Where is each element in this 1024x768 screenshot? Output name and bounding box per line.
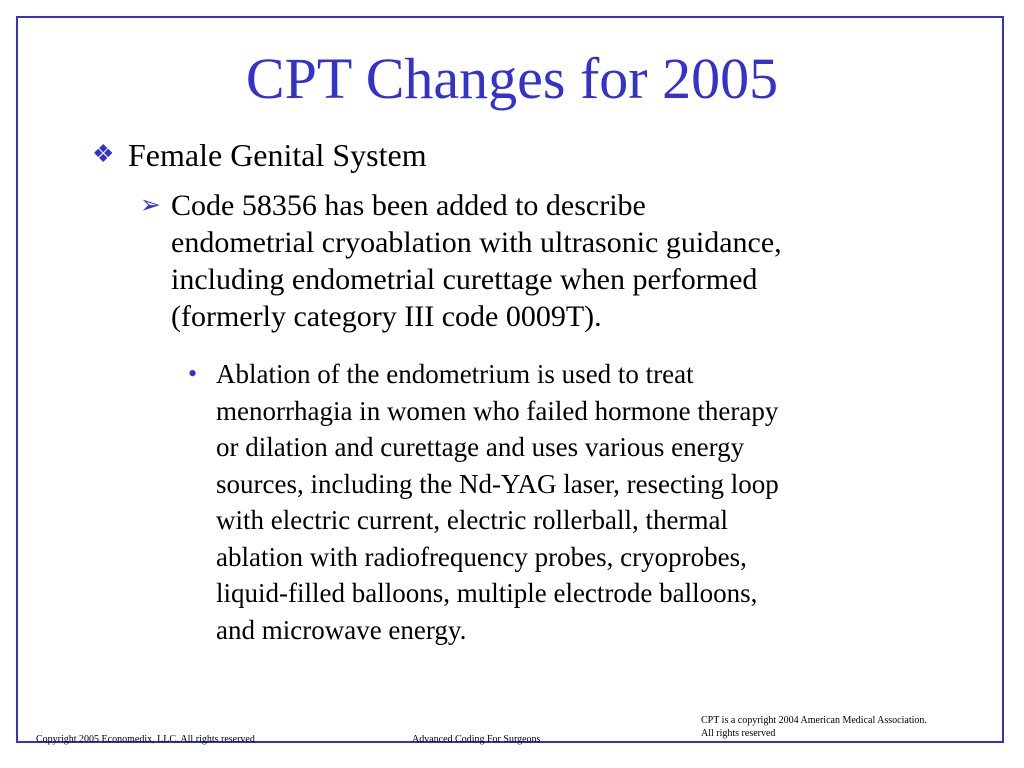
bullet-level2-line: Code 58356 has been added to describe xyxy=(171,189,646,222)
diamond-bullet-icon: ❖ xyxy=(92,141,115,168)
bullet-level3-text xyxy=(216,356,976,648)
footer-cpt-notice xyxy=(701,714,927,740)
bullet-level3-line: ablation with radiofrequency probes, cryoprobes, xyxy=(216,541,747,572)
footer-course-title: Advanced Coding For Surgeons xyxy=(412,734,541,745)
footer-cpt-notice-line: CPT is a copyright 2004 American Medical Association. xyxy=(701,715,927,726)
bullet-level3-line: and microwave energy. xyxy=(216,614,467,645)
slide-title: CPT Changes for 2005 xyxy=(245,46,779,111)
bullet-level1-item xyxy=(92,137,427,173)
footer-copyright: Copyright 2005 Economedix, LLC. All rights reserved xyxy=(36,734,255,745)
bullet-level3-line: or dilation and curettage and uses various energy xyxy=(216,432,745,462)
bullet-level3-line: with electric current, electric rollerball, thermal xyxy=(216,505,728,535)
bullet-level3-line: sources, including the Nd-YAG laser, resecting loop xyxy=(216,468,779,499)
bullet-level3-line: liquid-filled balloons, multiple electrode balloons, xyxy=(216,578,758,608)
bullet-level2-item xyxy=(140,187,961,335)
footer-cpt-notice-line: All rights reserved xyxy=(701,728,776,739)
bullet-level3-line: menorrhagia in women who failed hormone therapy xyxy=(216,395,779,426)
bullet-level2-line: endometrial cryoablation with ultrasonic guidance, xyxy=(171,226,782,259)
dot-bullet-icon: • xyxy=(188,359,198,388)
bullet-level3-line: Ablation of the endometrium is used to treat xyxy=(216,359,694,389)
bullet-level2-text xyxy=(171,187,961,335)
bullet-level1-text: Female Genital System xyxy=(128,137,427,173)
bullet-level3-item xyxy=(188,356,976,648)
arrow-bullet-icon: ➢ xyxy=(140,192,161,219)
bullet-level2-line: (formerly category III code 0009T). xyxy=(171,300,602,333)
bullet-level2-line: including endometrial curettage when performed xyxy=(171,263,758,296)
